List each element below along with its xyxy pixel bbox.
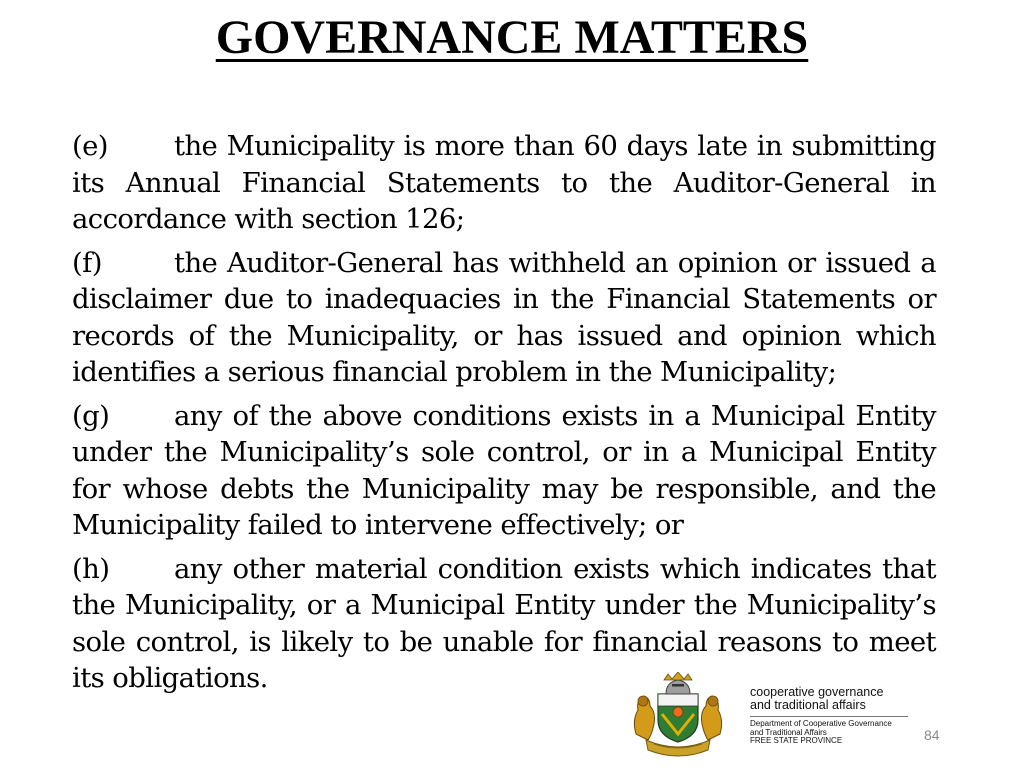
slide-body bbox=[72, 128, 936, 704]
paragraph-marker: (g) bbox=[72, 399, 110, 432]
paragraph-text: any of the above conditions exists in a Municipal Entity under the Municipality’s sole control, or in a Municipal Entity for whose debts the Municipality may be responsible, and the Municipality failed to intervene effectively; or bbox=[72, 399, 936, 541]
paragraph-marker: (f) bbox=[72, 246, 102, 279]
free-state-coat-of-arms-icon bbox=[628, 672, 728, 758]
department-block bbox=[750, 686, 920, 746]
slide-title: GOVERNANCE MATTERS bbox=[215, 11, 809, 64]
dept-small-2: and Traditional Affairs bbox=[750, 727, 827, 737]
paragraph-e bbox=[72, 128, 936, 238]
dept-line-2: and traditional affairs bbox=[750, 698, 866, 712]
dept-divider bbox=[750, 716, 908, 717]
page-number: 84 bbox=[924, 727, 940, 743]
paragraph-marker: (h) bbox=[72, 552, 110, 585]
paragraph-h bbox=[72, 551, 936, 697]
paragraph-text: any other material condition exists which indicates that the Municipality, or a Municipal Entity under the Municipality’s sole control, is likely to be unable for financial reasons to meet its obligations. bbox=[72, 552, 936, 694]
dept-small-3: FREE STATE PROVINCE bbox=[750, 736, 843, 745]
paragraph-f bbox=[72, 245, 936, 391]
paragraph-text: the Municipality is more than 60 days late in submitting its Annual Financial Statements to the Auditor-General in accordance with section 126; bbox=[72, 130, 936, 235]
paragraph-marker: (e) bbox=[72, 130, 108, 162]
dept-small-1: Department of Cooperative Governance bbox=[750, 719, 892, 728]
paragraph-g bbox=[72, 398, 936, 544]
paragraph-text: the Auditor-General has withheld an opinion or issued a disclaimer due to inadequacies in the Financial Statements or records of the Municipality, or has issued and opinion which identifies a serious financial problem in the Municipality; bbox=[72, 246, 936, 388]
dept-line-1: cooperative governance bbox=[750, 685, 884, 699]
